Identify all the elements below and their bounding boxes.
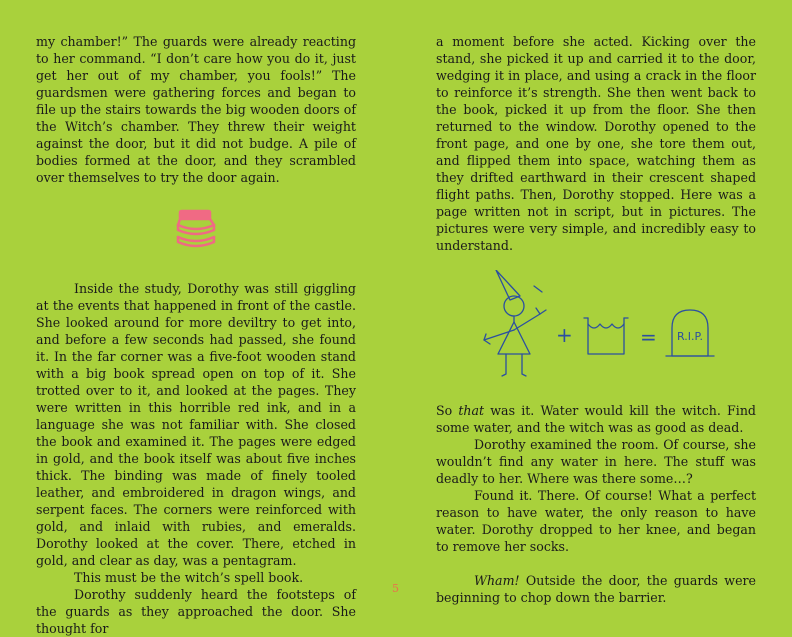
right-page	[436, 33, 756, 606]
paragraph: Found it. There. Of course! What a perfect reason to have water, the only reason to have water. Dorothy dropped to her knee, and began to remove her socks.	[436, 488, 756, 554]
text-run: Outside the door, the guards were beginning to chop down the barrier.	[436, 573, 756, 605]
left-page	[36, 33, 356, 637]
tombstone-label: R.I.P.	[677, 330, 703, 343]
paragraph: Dorothy examined the room. Of course, she wouldn’t find any water in here. The stuff was deadly to her. Where was there some…?	[436, 437, 756, 486]
paragraph: This must be the witch’s spell book.	[74, 570, 304, 585]
witch-water-rip-drawing	[476, 270, 756, 390]
page-number: 5	[392, 582, 399, 595]
paragraph: Inside the study, Dorothy was still giggling at the events that happened in front of the castle. She looked around for more deviltry to get into, and before a few seconds had passed, she found it. In the far corner was a five-foot wooden stand with a big book spread open on top of it. She trotted over to it, and looked at the pages. They were written in this horrible red ink, and in a language she was not familiar with. She closed the book and examined it. The pages were edged in gold, and the book itself was about five inches thick. The binding was made of finely tooled leather, and embroidered in dragon wings, and serpent faces. The corners were reinforced with gold, and inlaid with rubies, and emeralds. Dorothy looked at the cover. There, etched in gold, and clear as day, was a pentagram.	[36, 281, 356, 568]
book-stack-icon	[166, 203, 226, 263]
emphasis: that	[458, 403, 485, 418]
text-run: So	[436, 403, 459, 418]
paragraph	[436, 572, 756, 606]
witch-figure-icon	[484, 270, 546, 376]
paragraph: my chamber!” The guards were already reacting to her command. “I don’t care how you do it, just get her out of my chamber, you fools!” The guardsmen were gathering forces and began to file up the stairs towards the big wooden doors of the Witch’s chamber. They threw their weight against the door, but it did not budge. A pile of bodies formed at the door, and they scrambled over themselves to try the door again.	[36, 34, 356, 185]
emphasis: Wham!	[474, 573, 520, 588]
equals-sign: =	[640, 325, 657, 349]
paragraph: Dorothy suddenly heard the footsteps of the guards as they approached the door. She thought for	[36, 587, 356, 636]
paragraph	[436, 402, 756, 436]
plus-sign: +	[556, 323, 573, 347]
water-bucket-icon	[584, 318, 628, 354]
text-run: was it. Water would kill the witch. Find some water, and the witch was as good as dead.	[436, 403, 756, 435]
paragraph: a moment before she acted. Kicking over the stand, she picked it up and carried it to the door, wedging it in place, and using a crack in the floor to reinforce it’s strength. She then went back to the book, picked it up from the floor. She then returned to the window. Dorothy opened to the front page, and one by one, she tore them out, and flipped them into space, watching them as they drifted earthward in their crescent shaped flight paths. Then, Dorothy stopped. Here was a page written not in script, but in pictures. The pictures were very simple, and incredibly easy to understand.	[436, 34, 756, 253]
